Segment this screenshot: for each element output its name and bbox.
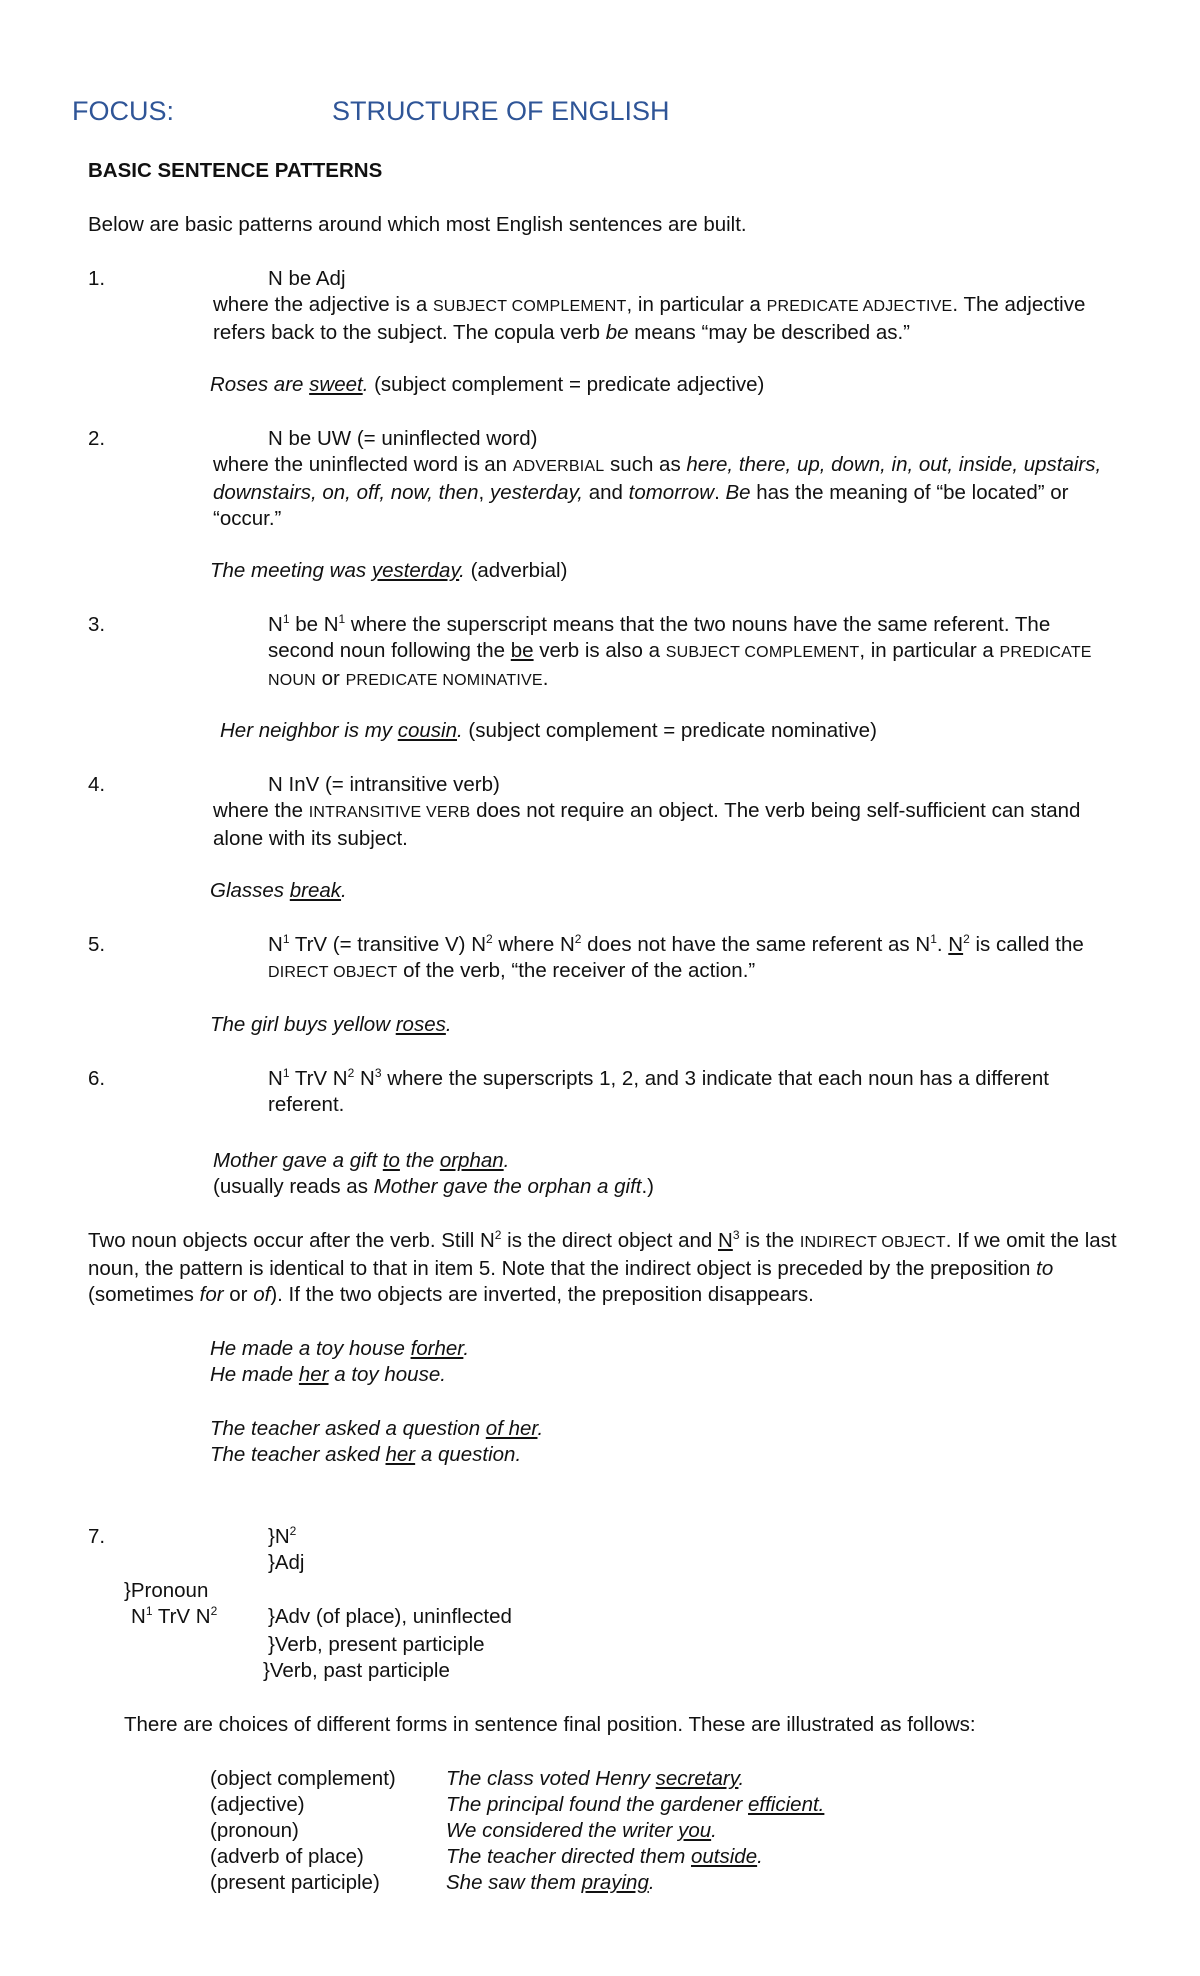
item-number: 5.: [88, 933, 106, 956]
form-example: The teacher directed them outside.: [446, 1845, 763, 1868]
item-number: 2.: [88, 427, 106, 450]
pattern-option: }Adj: [268, 1551, 305, 1574]
item-number: 6.: [88, 1067, 106, 1090]
pattern-formula: $N^1$ TrV $N^2$: [131, 1604, 218, 1628]
form-example: She saw them praying.: [446, 1871, 655, 1894]
pattern-option: }Verb, past participle: [263, 1659, 450, 1682]
example-sentence: The teacher asked a question of her.: [210, 1417, 544, 1440]
intro-text: Below are basic patterns around which most English sentences are built.: [88, 213, 747, 236]
pattern-option: }Adv (of place), uninflected: [268, 1605, 512, 1628]
pattern-example: The meeting was yesterday. (adverbial): [210, 559, 568, 582]
form-label: (adjective): [210, 1793, 305, 1816]
pattern-example: The girl buys yellow roses.: [210, 1013, 452, 1036]
pattern-example: Glasses break.: [210, 879, 347, 902]
pattern-option: }Verb, present participle: [268, 1633, 485, 1656]
form-label: (object complement): [210, 1767, 396, 1790]
pattern-formula: N be Adj: [268, 267, 346, 290]
pattern-option: }Pronoun: [124, 1579, 209, 1602]
pattern-description: where the INTRANSITIVE VERB does not require an object. The verb being self-sufficient can stand alone with its subject.: [213, 799, 1081, 850]
form-label: (present participle): [210, 1871, 380, 1894]
pattern-example: Roses are sweet. (subject complement = predicate adjective): [210, 373, 765, 396]
item-number: 4.: [88, 773, 106, 796]
item-number: 3.: [88, 613, 106, 636]
choices-intro: There are choices of different forms in sentence final position. These are illustrated as follows:: [124, 1713, 976, 1736]
pattern-option: }$N^2$: [268, 1524, 297, 1548]
page-title: STRUCTURE OF ENGLISH: [332, 96, 670, 126]
pattern-example-note: (usually reads as Mother gave the orphan a gift.): [213, 1175, 655, 1198]
pattern-description: where the adjective is a SUBJECT COMPLEMENT, in particular a PREDICATE ADJECTIVE. The adjective refers back to the subject. The copula verb be means “may be described as.”: [213, 293, 1086, 344]
pattern-example: Mother gave a gift to the orphan.: [213, 1149, 510, 1172]
focus-label: FOCUS:: [72, 96, 175, 126]
item-number: 1.: [88, 267, 106, 290]
two-objects-paragraph: Two noun objects occur after the verb. Still $N^2$ is the direct object and $N^3$ is the INDIRECT OBJECT. If we omit the last noun, the pattern is identical to that in item 5. Note that the indirect object is preceded by the preposition to (sometimes for or of). If the two objects are inverted, the preposition disappears.: [88, 1228, 1117, 1306]
example-sentence: The teacher asked her a question.: [210, 1443, 522, 1466]
form-label: (pronoun): [210, 1819, 299, 1842]
pattern-example: Her neighbor is my cousin. (subject complement = predicate nominative): [220, 719, 877, 742]
pattern-description: where the uninflected word is an ADVERBIAL such as here, there, up, down, in, out, inside, upstairs, downstairs, on, off, now, then, yesterday, and tomorrow. Be has the meaning of “be located” or “occur.”: [213, 453, 1102, 530]
item-number: 7.: [88, 1525, 106, 1548]
pattern-formula: N be UW (= uninflected word): [268, 427, 538, 450]
example-sentence: He made a toy house forher.: [210, 1337, 470, 1360]
example-sentence: He made her a toy house.: [210, 1363, 446, 1386]
section-title: BASIC SENTENCE PATTERNS: [88, 159, 383, 182]
form-example: The principal found the gardener efficient.: [446, 1793, 825, 1816]
form-example: We considered the writer you.: [446, 1819, 717, 1842]
form-example: The class voted Henry secretary.: [446, 1767, 745, 1790]
form-label: (adverb of place): [210, 1845, 364, 1868]
pattern-description: $N^1$ TrV (= transitive V) $N^2$ where $N^2$ does not have the same referent as $N^1$. $N^2$ is called the DIRECT OBJECT of the verb, “the receiver of the action.”: [268, 932, 1084, 982]
pattern-formula: N InV (= intransitive verb): [268, 773, 500, 796]
pattern-description: $N^1$ TrV $N^2$ $N^3$ where the superscripts 1, 2, and 3 indicate that each noun has a different referent.: [268, 1066, 1049, 1116]
pattern-description: $N^1$ be $N^1$ where the superscript means that the two nouns have the same referent. The second noun following the be verb is also a SUBJECT COMPLEMENT, in particular a PREDICATE NOUN or PREDICATE NOMINATIVE.: [268, 612, 1092, 690]
